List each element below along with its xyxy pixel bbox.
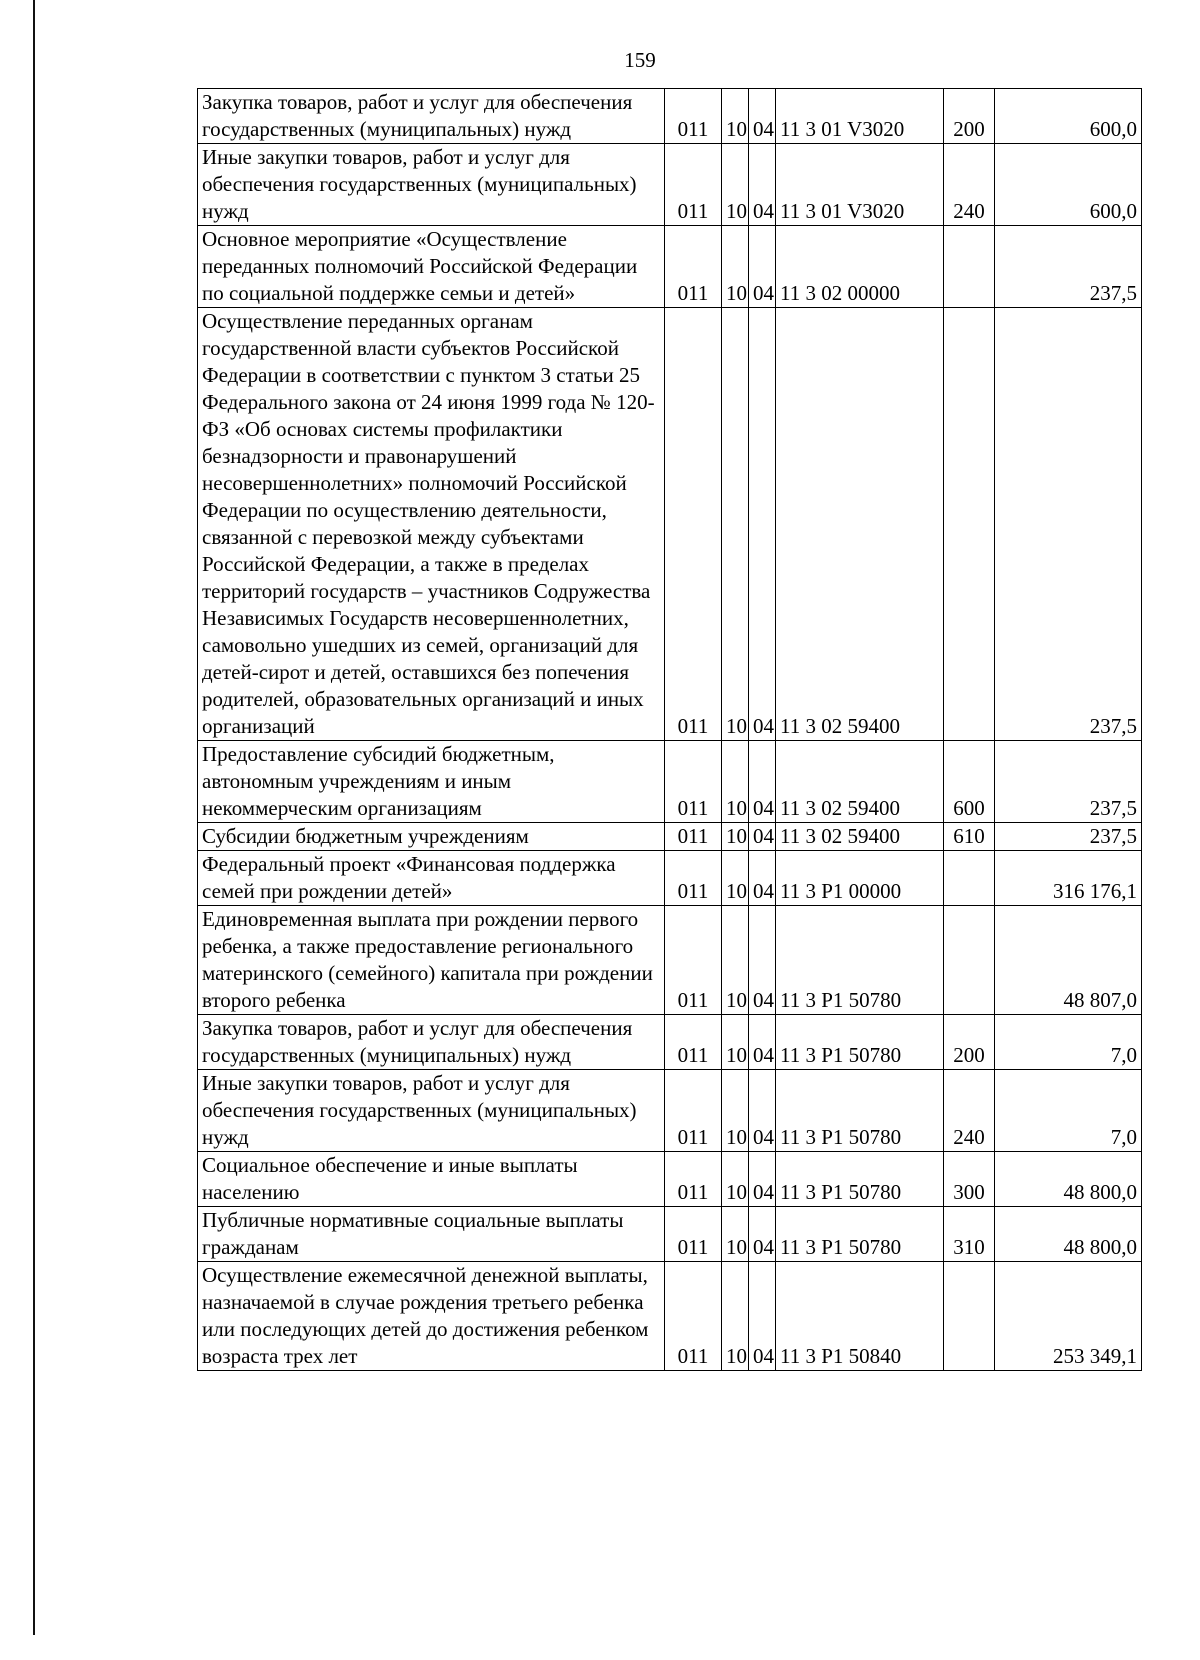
subsection-code-cell: 04 <box>749 308 776 741</box>
row-name-cell: Иные закупки товаров, работ и услуг для обеспечения государственных (муниципальных) нужд <box>198 144 665 226</box>
row-name-cell: Публичные нормативные социальные выплаты гражданам <box>198 1207 665 1262</box>
section-code-cell: 10 <box>722 226 749 308</box>
expense-type-cell: 200 <box>944 1015 995 1070</box>
expense-type-cell <box>944 1262 995 1371</box>
target-article-cell: 11 3 02 00000 <box>776 226 944 308</box>
sum-cell: 316 176,1 <box>995 851 1142 906</box>
subsection-code-cell: 04 <box>749 1152 776 1207</box>
sum-cell: 48 800,0 <box>995 1152 1142 1207</box>
row-name-cell: Федеральный проект «Финансовая поддержка семей при рождении детей» <box>198 851 665 906</box>
target-article-cell: 11 3 Р1 50780 <box>776 1070 944 1152</box>
table-row <box>198 1262 1142 1371</box>
target-article-cell: 11 3 02 59400 <box>776 308 944 741</box>
subsection-code-cell: 04 <box>749 1207 776 1262</box>
ministry-code-cell: 011 <box>665 1207 722 1262</box>
sum-cell: 48 800,0 <box>995 1207 1142 1262</box>
section-code-cell: 10 <box>722 89 749 144</box>
target-article-cell: 11 3 Р1 50780 <box>776 1015 944 1070</box>
section-code-cell: 10 <box>722 1262 749 1371</box>
subsection-code-cell: 04 <box>749 741 776 823</box>
table-row <box>198 823 1142 851</box>
ministry-code-cell: 011 <box>665 144 722 226</box>
page-number: 159 <box>624 48 656 72</box>
table-row <box>198 1070 1142 1152</box>
ministry-code-cell: 011 <box>665 741 722 823</box>
subsection-code-cell: 04 <box>749 1015 776 1070</box>
expense-type-cell: 310 <box>944 1207 995 1262</box>
section-code-cell: 10 <box>722 741 749 823</box>
ministry-code-cell: 011 <box>665 823 722 851</box>
target-article-cell: 11 3 Р1 50840 <box>776 1262 944 1371</box>
sum-cell: 7,0 <box>995 1015 1142 1070</box>
binding-edge-line <box>33 0 35 1635</box>
expense-type-cell: 600 <box>944 741 995 823</box>
sum-cell: 237,5 <box>995 226 1142 308</box>
ministry-code-cell: 011 <box>665 851 722 906</box>
table-row <box>198 144 1142 226</box>
row-name-cell: Осуществление ежемесячной денежной выплаты, назначаемой в случае рождения третьего ребенка или последующих детей до достижения ребенком возраста трех лет <box>198 1262 665 1371</box>
expense-type-cell: 610 <box>944 823 995 851</box>
section-code-cell: 10 <box>722 1015 749 1070</box>
ministry-code-cell: 011 <box>665 1015 722 1070</box>
table-row <box>198 906 1142 1015</box>
target-article-cell: 11 3 01 V3020 <box>776 89 944 144</box>
sum-cell: 600,0 <box>995 89 1142 144</box>
budget-table <box>197 88 1142 1371</box>
table-row <box>198 1015 1142 1070</box>
table-row <box>198 1207 1142 1262</box>
target-article-cell: 11 3 01 V3020 <box>776 144 944 226</box>
table-row <box>198 741 1142 823</box>
expense-type-cell <box>944 906 995 1015</box>
sum-cell: 48 807,0 <box>995 906 1142 1015</box>
ministry-code-cell: 011 <box>665 1152 722 1207</box>
target-article-cell: 11 3 02 59400 <box>776 741 944 823</box>
sum-cell: 237,5 <box>995 308 1142 741</box>
section-code-cell: 10 <box>722 1070 749 1152</box>
expense-type-cell: 300 <box>944 1152 995 1207</box>
subsection-code-cell: 04 <box>749 89 776 144</box>
expense-type-cell <box>944 851 995 906</box>
section-code-cell: 10 <box>722 823 749 851</box>
target-article-cell: 11 3 Р1 50780 <box>776 1207 944 1262</box>
row-name-cell: Закупка товаров, работ и услуг для обеспечения государственных (муниципальных) нужд <box>198 89 665 144</box>
sum-cell: 237,5 <box>995 741 1142 823</box>
table-row <box>198 851 1142 906</box>
subsection-code-cell: 04 <box>749 823 776 851</box>
subsection-code-cell: 04 <box>749 1070 776 1152</box>
subsection-code-cell: 04 <box>749 906 776 1015</box>
expense-type-cell: 200 <box>944 89 995 144</box>
subsection-code-cell: 04 <box>749 226 776 308</box>
section-code-cell: 10 <box>722 851 749 906</box>
table-row <box>198 226 1142 308</box>
target-article-cell: 11 3 Р1 50780 <box>776 906 944 1015</box>
row-name-cell: Субсидии бюджетным учреждениям <box>198 823 665 851</box>
target-article-cell: 11 3 Р1 50780 <box>776 1152 944 1207</box>
target-article-cell: 11 3 02 59400 <box>776 823 944 851</box>
row-name-cell: Предоставление субсидий бюджетным, автономным учреждениям и иным некоммерческим организациям <box>198 741 665 823</box>
sum-cell: 253 349,1 <box>995 1262 1142 1371</box>
expense-type-cell <box>944 308 995 741</box>
ministry-code-cell: 011 <box>665 1262 722 1371</box>
row-name-cell: Социальное обеспечение и иные выплаты населению <box>198 1152 665 1207</box>
section-code-cell: 10 <box>722 308 749 741</box>
sum-cell: 7,0 <box>995 1070 1142 1152</box>
target-article-cell: 11 3 Р1 00000 <box>776 851 944 906</box>
row-name-cell: Закупка товаров, работ и услуг для обеспечения государственных (муниципальных) нужд <box>198 1015 665 1070</box>
subsection-code-cell: 04 <box>749 144 776 226</box>
ministry-code-cell: 011 <box>665 226 722 308</box>
subsection-code-cell: 04 <box>749 851 776 906</box>
expense-type-cell: 240 <box>944 1070 995 1152</box>
sum-cell: 600,0 <box>995 144 1142 226</box>
row-name-cell: Основное мероприятие «Осуществление переданных полномочий Российской Федерации по социальной поддержке семьи и детей» <box>198 226 665 308</box>
section-code-cell: 10 <box>722 1207 749 1262</box>
section-code-cell: 10 <box>722 144 749 226</box>
ministry-code-cell: 011 <box>665 308 722 741</box>
section-code-cell: 10 <box>722 906 749 1015</box>
sum-cell: 237,5 <box>995 823 1142 851</box>
table-row <box>198 308 1142 741</box>
row-name-cell: Единовременная выплата при рождении первого ребенка, а также предоставление регионального материнского (семейного) капитала при рождении второго ребенка <box>198 906 665 1015</box>
section-code-cell: 10 <box>722 1152 749 1207</box>
expense-type-cell <box>944 226 995 308</box>
row-name-cell: Иные закупки товаров, работ и услуг для обеспечения государственных (муниципальных) нужд <box>198 1070 665 1152</box>
subsection-code-cell: 04 <box>749 1262 776 1371</box>
table-row <box>198 89 1142 144</box>
table-row <box>198 1152 1142 1207</box>
ministry-code-cell: 011 <box>665 89 722 144</box>
ministry-code-cell: 011 <box>665 1070 722 1152</box>
row-name-cell: Осуществление переданных органам государственной власти субъектов Российской Федерации в соответствии с пунктом 3 статьи 25 Федерального закона от 24 июня 1999 года № 120-ФЗ «Об основах системы профилактики безнадзорности и правонарушений несовершеннолетних» полномочий Российской Федерации по осуществлению деятельности, связанной с перевозкой между субъектами Российской Федерации, а также в пределах территорий государств – участников Содружества Независимых Государств несовершеннолетних, самовольно ушедших из семей, организаций для детей-сирот и детей, оставшихся без попечения родителей, образовательных организаций и иных организаций <box>198 308 665 741</box>
expense-type-cell: 240 <box>944 144 995 226</box>
ministry-code-cell: 011 <box>665 906 722 1015</box>
